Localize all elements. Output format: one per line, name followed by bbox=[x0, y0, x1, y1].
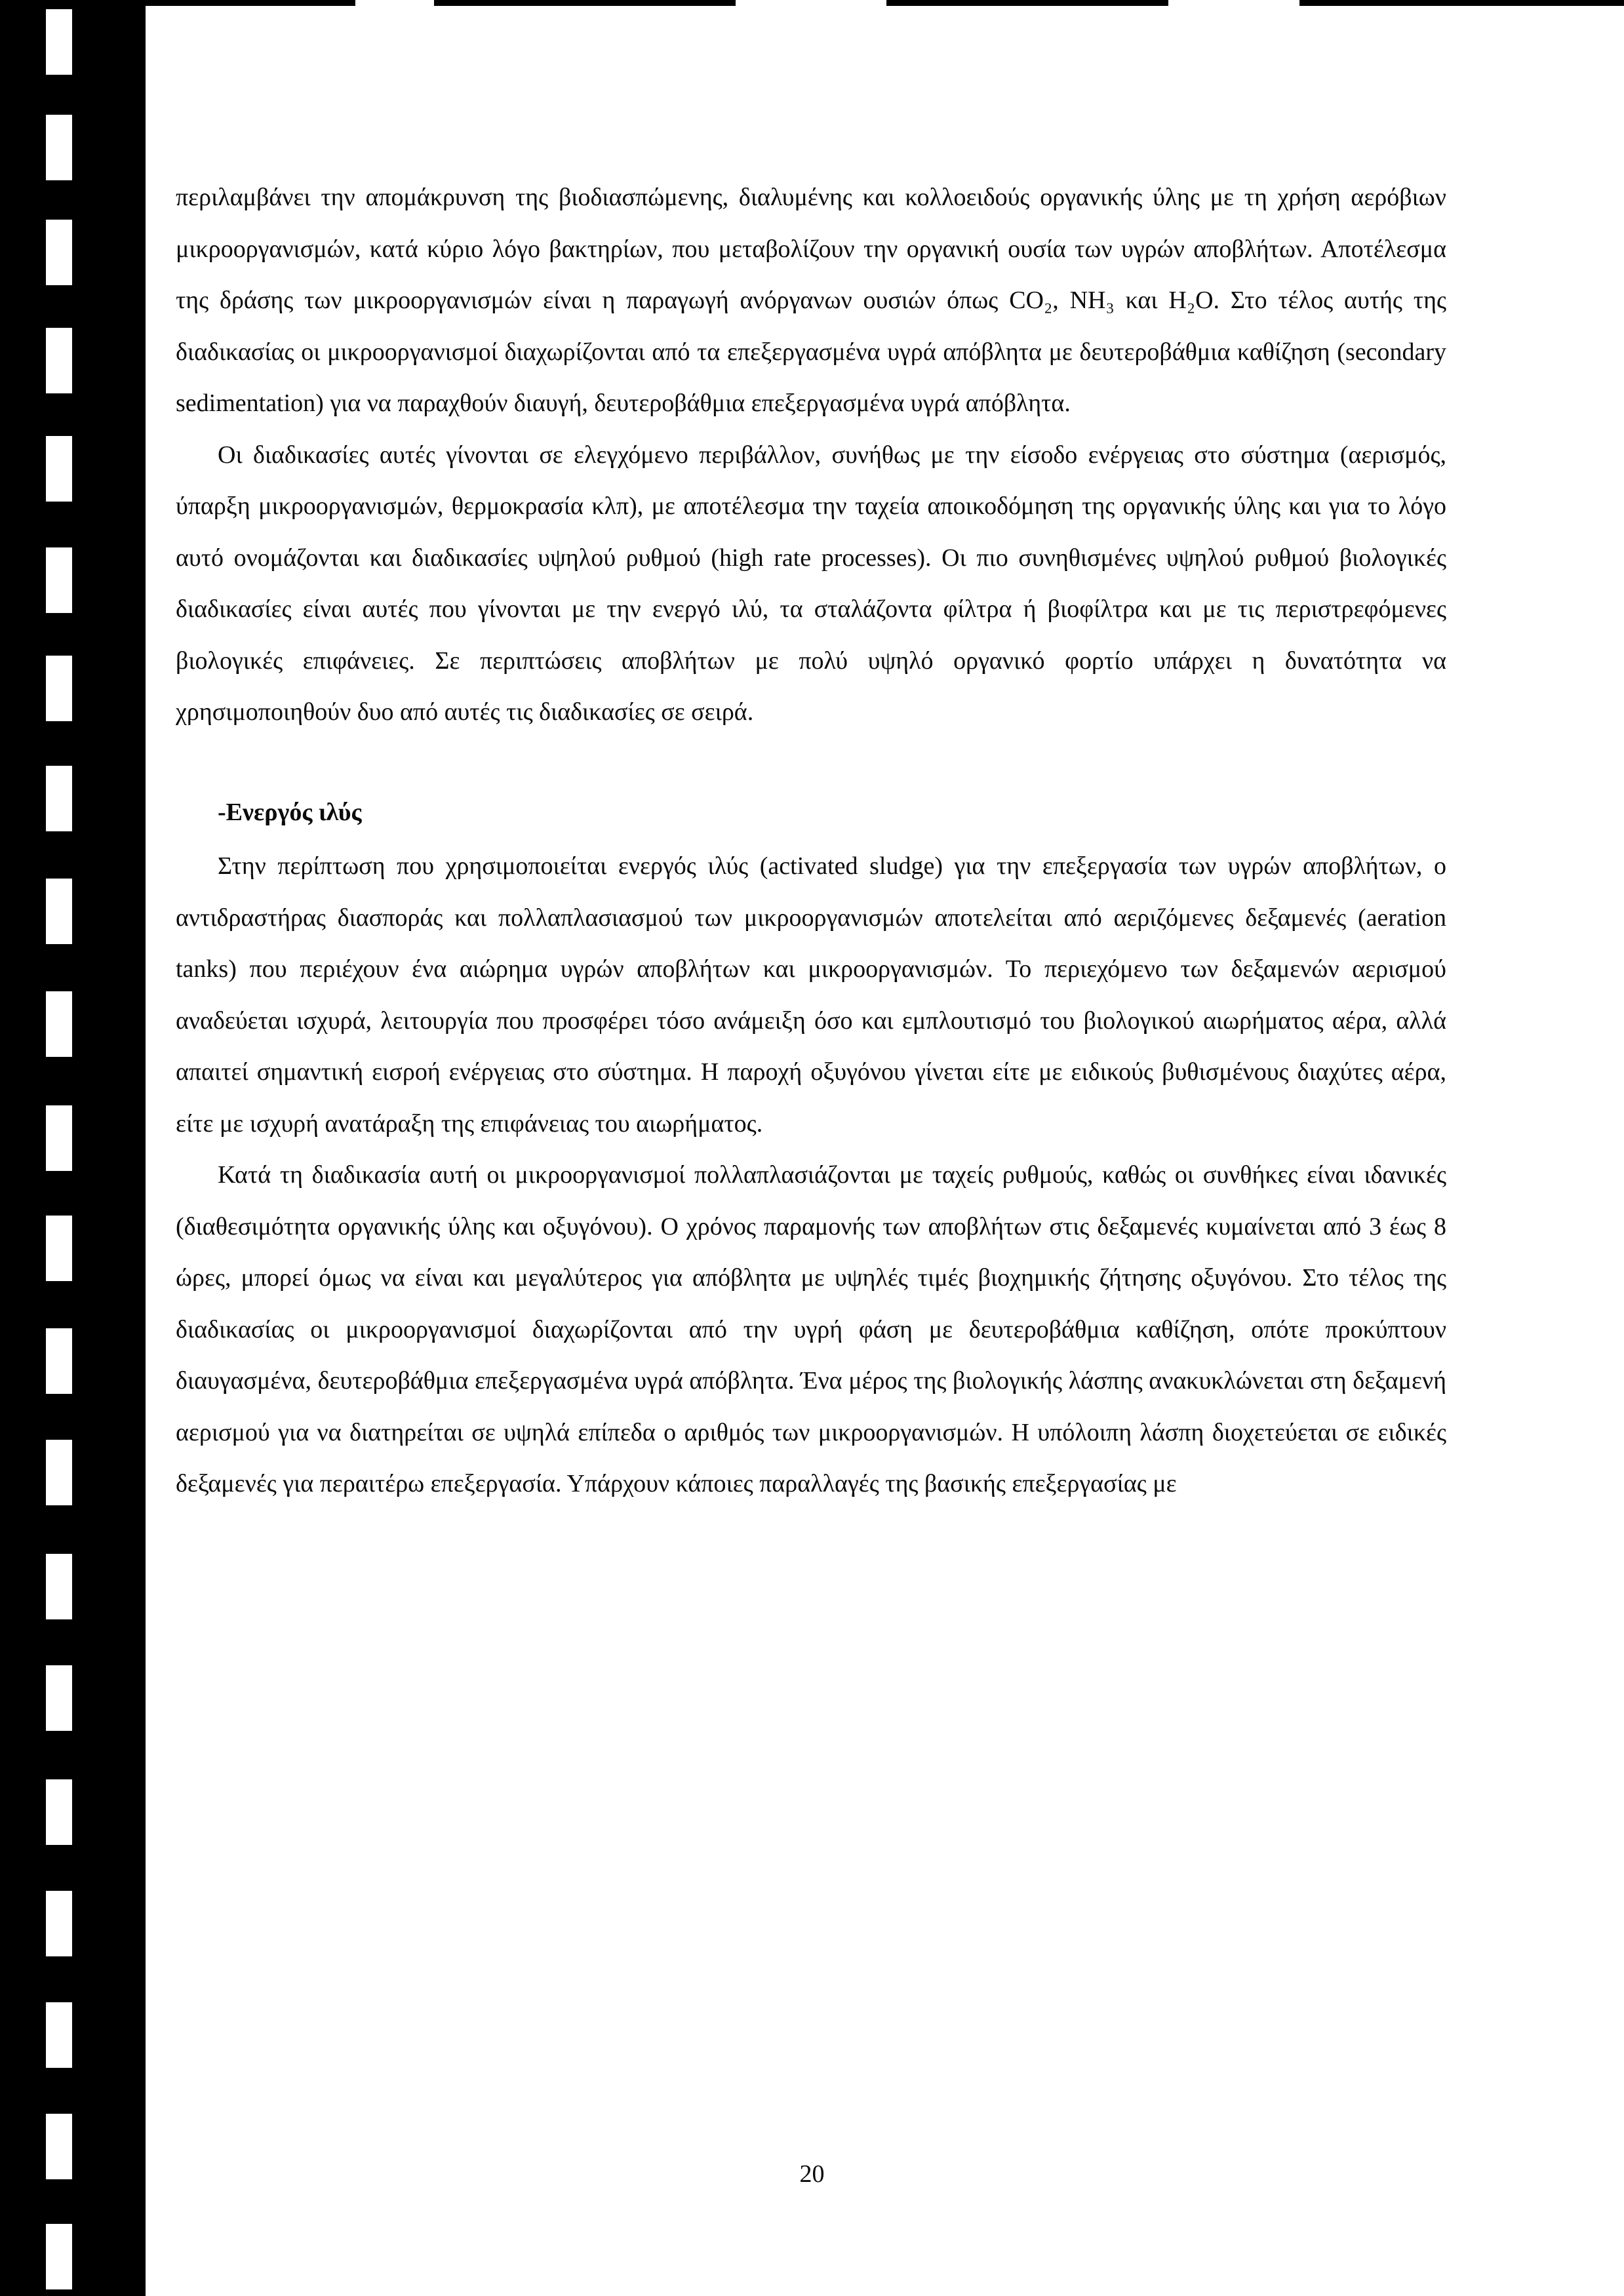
body-paragraph-1: περιλαμβάνει την απομάκρυνση της βιοδιασπώμενης, διαλυμένης και κολλοειδούς οργανικής ύλης με τη χρήση αερόβιων μικροοργανισμών, κατά κύριο λόγο βακτηρίων, που μεταβολίζουν την οργανική ουσία των υγρών αποβλήτων. Αποτέλεσμα της δράσης των μικροοργανισμών είναι η παραγωγή ανόργανων ουσιών όπως CO₂, NH₃ και H₂O. Στο τέλος αυτής της διαδικασίας οι μικροοργανισμοί διαχωρίζονται από τα επεξεργασμένα υγρά απόβλητα με δευτεροβάθμια καθίζηση (secondary sedimentation) για να παραχθούν διαυγή, δευτεροβάθμια επεξεργασμένα υγρά απόβλητα. bbox=[176, 184, 1446, 417]
film-perforation bbox=[46, 1779, 72, 1845]
film-perforation bbox=[46, 2002, 72, 2068]
film-perforation bbox=[46, 1891, 72, 1956]
top-bar-gap bbox=[1168, 0, 1299, 6]
film-perforation bbox=[46, 1440, 72, 1505]
film-perforation bbox=[46, 328, 72, 393]
body-paragraph-2: Οι διαδικασίες αυτές γίνονται σε ελεγχόμενο περιβάλλον, συνήθως με την είσοδο ενέργειας στο σύστημα (αερισμός, ύπαρξη μικροοργανισμών, θερμοκρασία κλπ), με αποτέλεσμα την ταχεία αποικοδόμηση της οργανικής ύλης και για το λόγο αυτό ονομάζονται και διαδικασίες υψηλού ρυθμού (high rate processes). Οι πιο συνηθισμένες υψηλού ρυθμού βιολογικές διαδικασίες είναι αυτές που γίνονται με την ενεργό ιλύ, τα σταλάζοντα φίλτρα ή βιοφίλτρα και με τις περιστρεφόμενες βιολογικές επιφάνειες. Σε περιπτώσεις αποβλήτων με πολύ υψηλό οργανικό φορτίο υπάρχει η δυνατότητα να χρησιμοποιηθούν δυο από αυτές τις διαδικασίες σε σειρά. bbox=[176, 441, 1446, 726]
film-perforation bbox=[46, 9, 72, 75]
film-perforation bbox=[46, 1665, 72, 1731]
film-perforation bbox=[46, 436, 72, 502]
film-perforation bbox=[46, 115, 72, 180]
film-perforation bbox=[46, 879, 72, 944]
film-perforation bbox=[46, 1105, 72, 1171]
top-bar-gap bbox=[355, 0, 434, 6]
film-perforation bbox=[46, 991, 72, 1057]
film-perforation bbox=[46, 1328, 72, 1394]
body-paragraph-4: Κατά τη διαδικασία αυτή οι μικροοργανισμοί πολλαπλασιάζονται με ταχείς ρυθμούς, καθώς οι συνθήκες είναι ιδανικές (διαθεσιμότητα οργανικής ύλης και οξυγόνου). Ο χρόνος παραμονής των αποβλήτων στις δεξαμενές κυμαίνεται από 3 έως 8 ώρες, μπορεί όμως να είναι και μεγαλύτερος για απόβλητα με υψηλές τιμές βιοχημικής ζήτησης οξυγόνου. Στο τέλος της διαδικασίας οι μικροοργανισμοί διαχωρίζονται από την υγρή φάση με δευτεροβάθμια καθίζηση, οπότε προκύπτουν διαυγασμένα, δευτεροβάθμια επεξεργασμένα υγρά απόβλητα. Ένα μέρος της βιολογικής λάσπης ανακυκλώνεται στη δεξαμενή αερισμού για να διατηρείται σε υψηλά επίπεδα ο αριθμός των μικροοργανισμών. Η υπόλοιπη λάσπη διοχετεύεται σε ειδικές δεξαμενές για περαιτέρω επεξεργασία. Υπάρχουν κάποιες παραλλαγές της βασικής επεξεργασίας με bbox=[176, 1161, 1446, 1497]
film-perforation bbox=[46, 2224, 72, 2289]
top-bar-gap bbox=[736, 0, 886, 6]
film-perforation bbox=[46, 547, 72, 613]
film-perforation bbox=[46, 1554, 72, 1619]
film-perforation bbox=[46, 656, 72, 721]
top-scan-bar bbox=[146, 0, 1624, 6]
body-paragraph-3: Στην περίπτωση που χρησιμοποιείται ενεργός ιλύς (activated sludge) για την επεξεργασία των υγρών αποβλήτων, ο αντιδραστήρας διασποράς και πολλαπλασιασμού των μικροοργανισμών αποτελείται από αεριζόμενες δεξαμενές (aeration tanks) που περιέχουν ένα αιώρημα υγρών αποβλήτων και μικροοργανισμών. Το περιεχόμενο των δεξαμενών αερισμού αναδεύεται ισχυρά, λειτουργία που προσφέρει τόσο ανάμειξη όσο και εμπλουτισμό του βιολογικού αιωρήματος αέρα, αλλά απαιτεί σημαντική εισροή ενέργειας στο σύστημα. Η παροχή οξυγόνου γίνεται είτε με ειδικούς βυθισμένους διαχύτες αέρα, είτε με ισχυρή ανατάραξη της επιφάνειας του αιωρήματος. bbox=[176, 852, 1446, 1138]
film-perforation bbox=[46, 220, 72, 285]
page-number: 20 bbox=[799, 2160, 825, 2188]
section-heading-activated-sludge: -Ενεργός ιλύς bbox=[218, 798, 362, 826]
film-strip-border bbox=[0, 0, 146, 2296]
film-perforation bbox=[46, 1216, 72, 1281]
page-body bbox=[176, 172, 1446, 1510]
film-perforation bbox=[46, 766, 72, 831]
